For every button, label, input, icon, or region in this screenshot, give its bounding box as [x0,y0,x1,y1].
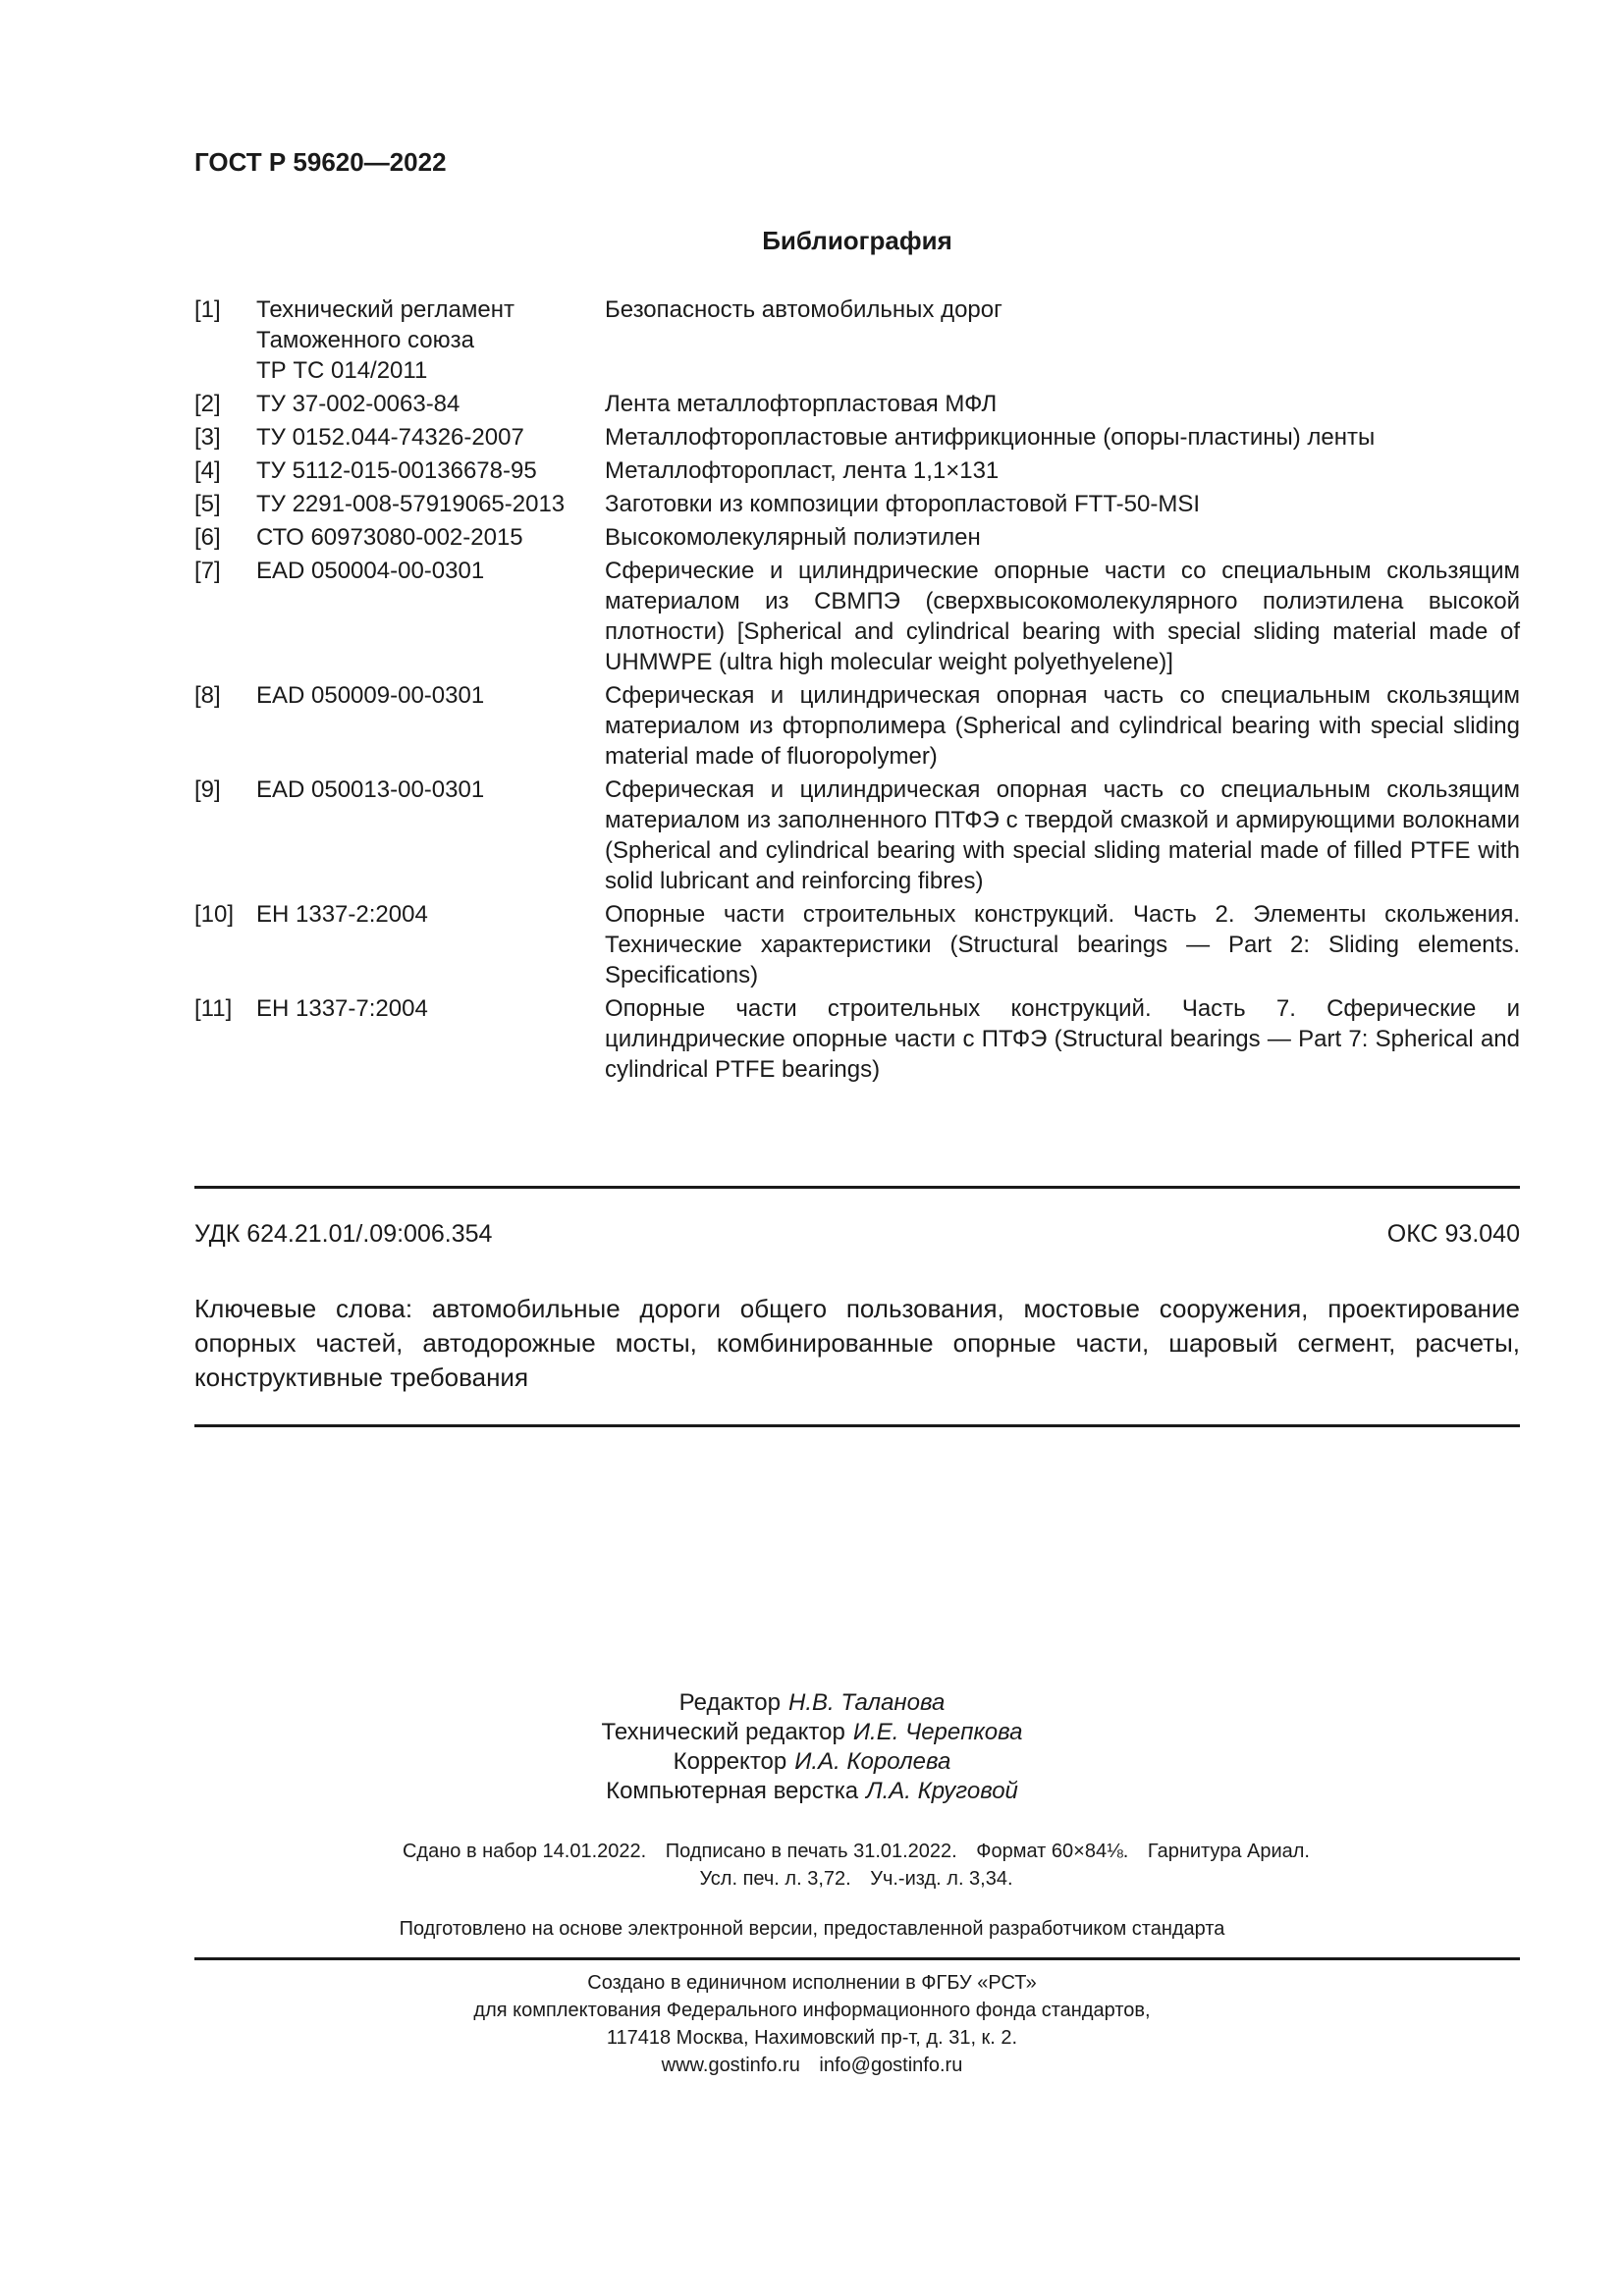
udc-code: УДК 624.21.01/.09:006.354 [194,1220,493,1248]
entry-number: [2] [194,391,221,417]
entry-number: [6] [194,524,221,551]
entry-title: Сферические и цилиндрические опорные части со специальным скользящим материалом из СВМПЭ (сверхвысокомолекулярного полиэтилена высокой плотности) [Spherical and cylindrical bearing with special sliding material made of UHMWPE (ultra high molecular weight polyethyelene)] [605,558,1520,675]
prepared-note: Подготовлено на основе электронной версии, предоставленной разработчиком стандарта [399,1918,1225,1940]
entry-title: Опорные части строительных конструкций. Часть 7. Сферические и цилиндрические опорные части с ПТФЭ (Structural bearings — Part 7: Spherical and cylindrical PTFE bearings) [605,995,1520,1083]
entry-title: Сферическая и цилиндрическая опорная часть со специальным скользящим материалом из фторполимера (Spherical and cylindrical bearing with special sliding material made of fluoropolymer) [605,682,1520,770]
entry-designation: ТУ 0152.044-74326-2007 [256,424,524,451]
bibliography-entry [194,422,1520,453]
credit-name: Л.А. Круговой [866,1778,1018,1804]
paper-format: Формат 60×84⅛. [976,1841,1129,1862]
bibliography-entry [194,522,1520,553]
entry-title: Металлофторопласт, лента 1,1×131 [605,457,1000,484]
bibliography-title: Библиография [762,226,952,255]
entry-designation: Технический регламент Таможенного союза ТР ТС 014/2011 [256,296,514,384]
credit-role: Технический редактор [601,1719,845,1745]
credit-line [0,1718,1624,1747]
credit-name: Н.В. Таланова [787,1689,946,1716]
bibliography-entry [194,993,1520,1085]
entry-designation: ТУ 5112-015-00136678-95 [256,457,537,484]
bibliography-entry [194,774,1520,896]
credit-name: И.Е. Черепкова [852,1719,1023,1745]
entry-title: Металлофторопластовые антифрикционные (опоры-пластины) ленты [605,424,1376,451]
submitted-date: Сдано в набор 14.01.2022. [402,1841,647,1862]
entry-number: [1] [194,296,221,323]
entry-title: Высокомолекулярный полиэтилен [605,524,981,551]
entry-number: [3] [194,424,221,451]
entry-title: Заготовки из композиции фторопластовой FTT-50-MSI [605,491,1200,517]
credit-line [0,1747,1624,1777]
print-sheets: Усл. печ. л. 3,72. [699,1868,851,1890]
entry-title: Опорные части строительных конструкций. Часть 2. Элементы скольжения. Технические характеристики (Structural bearings — Part 2: Sliding elements. Specifications) [605,901,1520,988]
credit-name: И.А. Королева [794,1748,951,1775]
publisher-line: для комплектования Федерального информационного фонда стандартов, [473,2000,1151,2021]
publisher-line: 117418 Москва, Нахимовский пр-т, д. 31, к. 2. [606,2027,1018,2049]
entry-designation: СТО 60973080-002-2015 [256,524,523,551]
entry-designation: EAD 050013-00-0301 [256,776,485,803]
bibliography-entry [194,294,1520,386]
bibliography-entry [194,680,1520,772]
divider [194,1424,1520,1427]
keywords: Ключевые слова: автомобильные дороги общего пользования, мостовые сооружения, проектирование опорных частей, автодорожные мосты, комбинированные опорные части, шаровый сегмент, расчеты, конструктивные требования [194,1294,1520,1392]
credit-role: Редактор [678,1689,781,1716]
print-info-line [0,1838,1624,1865]
bibliography-entry [194,455,1520,486]
entry-designation: ЕН 1337-2:2004 [256,901,428,928]
bibliography-entry [194,389,1520,419]
entry-number: [8] [194,682,221,709]
entry-number: [11] [194,995,233,1022]
entry-designation: EAD 050004-00-0301 [256,558,485,584]
document-code: ГОСТ Р 59620—2022 [194,147,447,177]
publisher-block [0,1969,1624,2079]
entry-number: [7] [194,558,221,584]
signed-date: Подписано в печать 31.01.2022. [665,1841,957,1862]
credit-role: Корректор [673,1748,787,1775]
entry-designation: ТУ 2291-008-57919065-2013 [256,491,566,517]
divider [194,1186,1520,1189]
credit-line [0,1688,1624,1718]
divider [194,1957,1520,1960]
email-link[interactable]: info@gostinfo.ru [819,2055,963,2076]
typeface: Гарнитура Ариал. [1147,1841,1310,1862]
entry-title: Сферическая и цилиндрическая опорная часть со специальным скользящим материалом из заполненного ПТФЭ с твердой смазкой и армирующими волокнами (Spherical and cylindrical bearing with special sliding material made of filled PTFE with solid lubricant and reinforcing fibres) [605,776,1520,894]
credit-role: Компьютерная верстка [606,1778,859,1804]
oks-code: ОКС 93.040 [1386,1220,1520,1248]
entry-title: Безопасность автомобильных дорог [605,296,1002,323]
entry-designation: EAD 050009-00-0301 [256,682,485,709]
entry-number: [5] [194,491,221,517]
publisher-sheets: Уч.-изд. л. 3,34. [870,1868,1013,1890]
entry-number: [9] [194,776,221,803]
bibliography-list [194,294,1520,1088]
publisher-line: Создано в единичном исполнении в ФГБУ «РСТ» [587,1972,1037,1994]
publisher-contacts [0,2052,1624,2079]
website-link[interactable]: www.gostinfo.ru [661,2055,800,2076]
entry-title: Лента металлофторпластовая МФЛ [605,391,998,417]
print-info-line [0,1865,1624,1893]
bibliography-entry [194,556,1520,677]
entry-number: [10] [194,901,235,928]
bibliography-entry [194,899,1520,990]
entry-number: [4] [194,457,221,484]
bibliography-entry [194,489,1520,519]
print-info [0,1838,1624,1893]
entry-designation: ЕН 1337-7:2004 [256,995,428,1022]
credits-block [0,1688,1624,1806]
credit-line [0,1777,1624,1806]
entry-designation: ТУ 37-002-0063-84 [256,391,460,417]
